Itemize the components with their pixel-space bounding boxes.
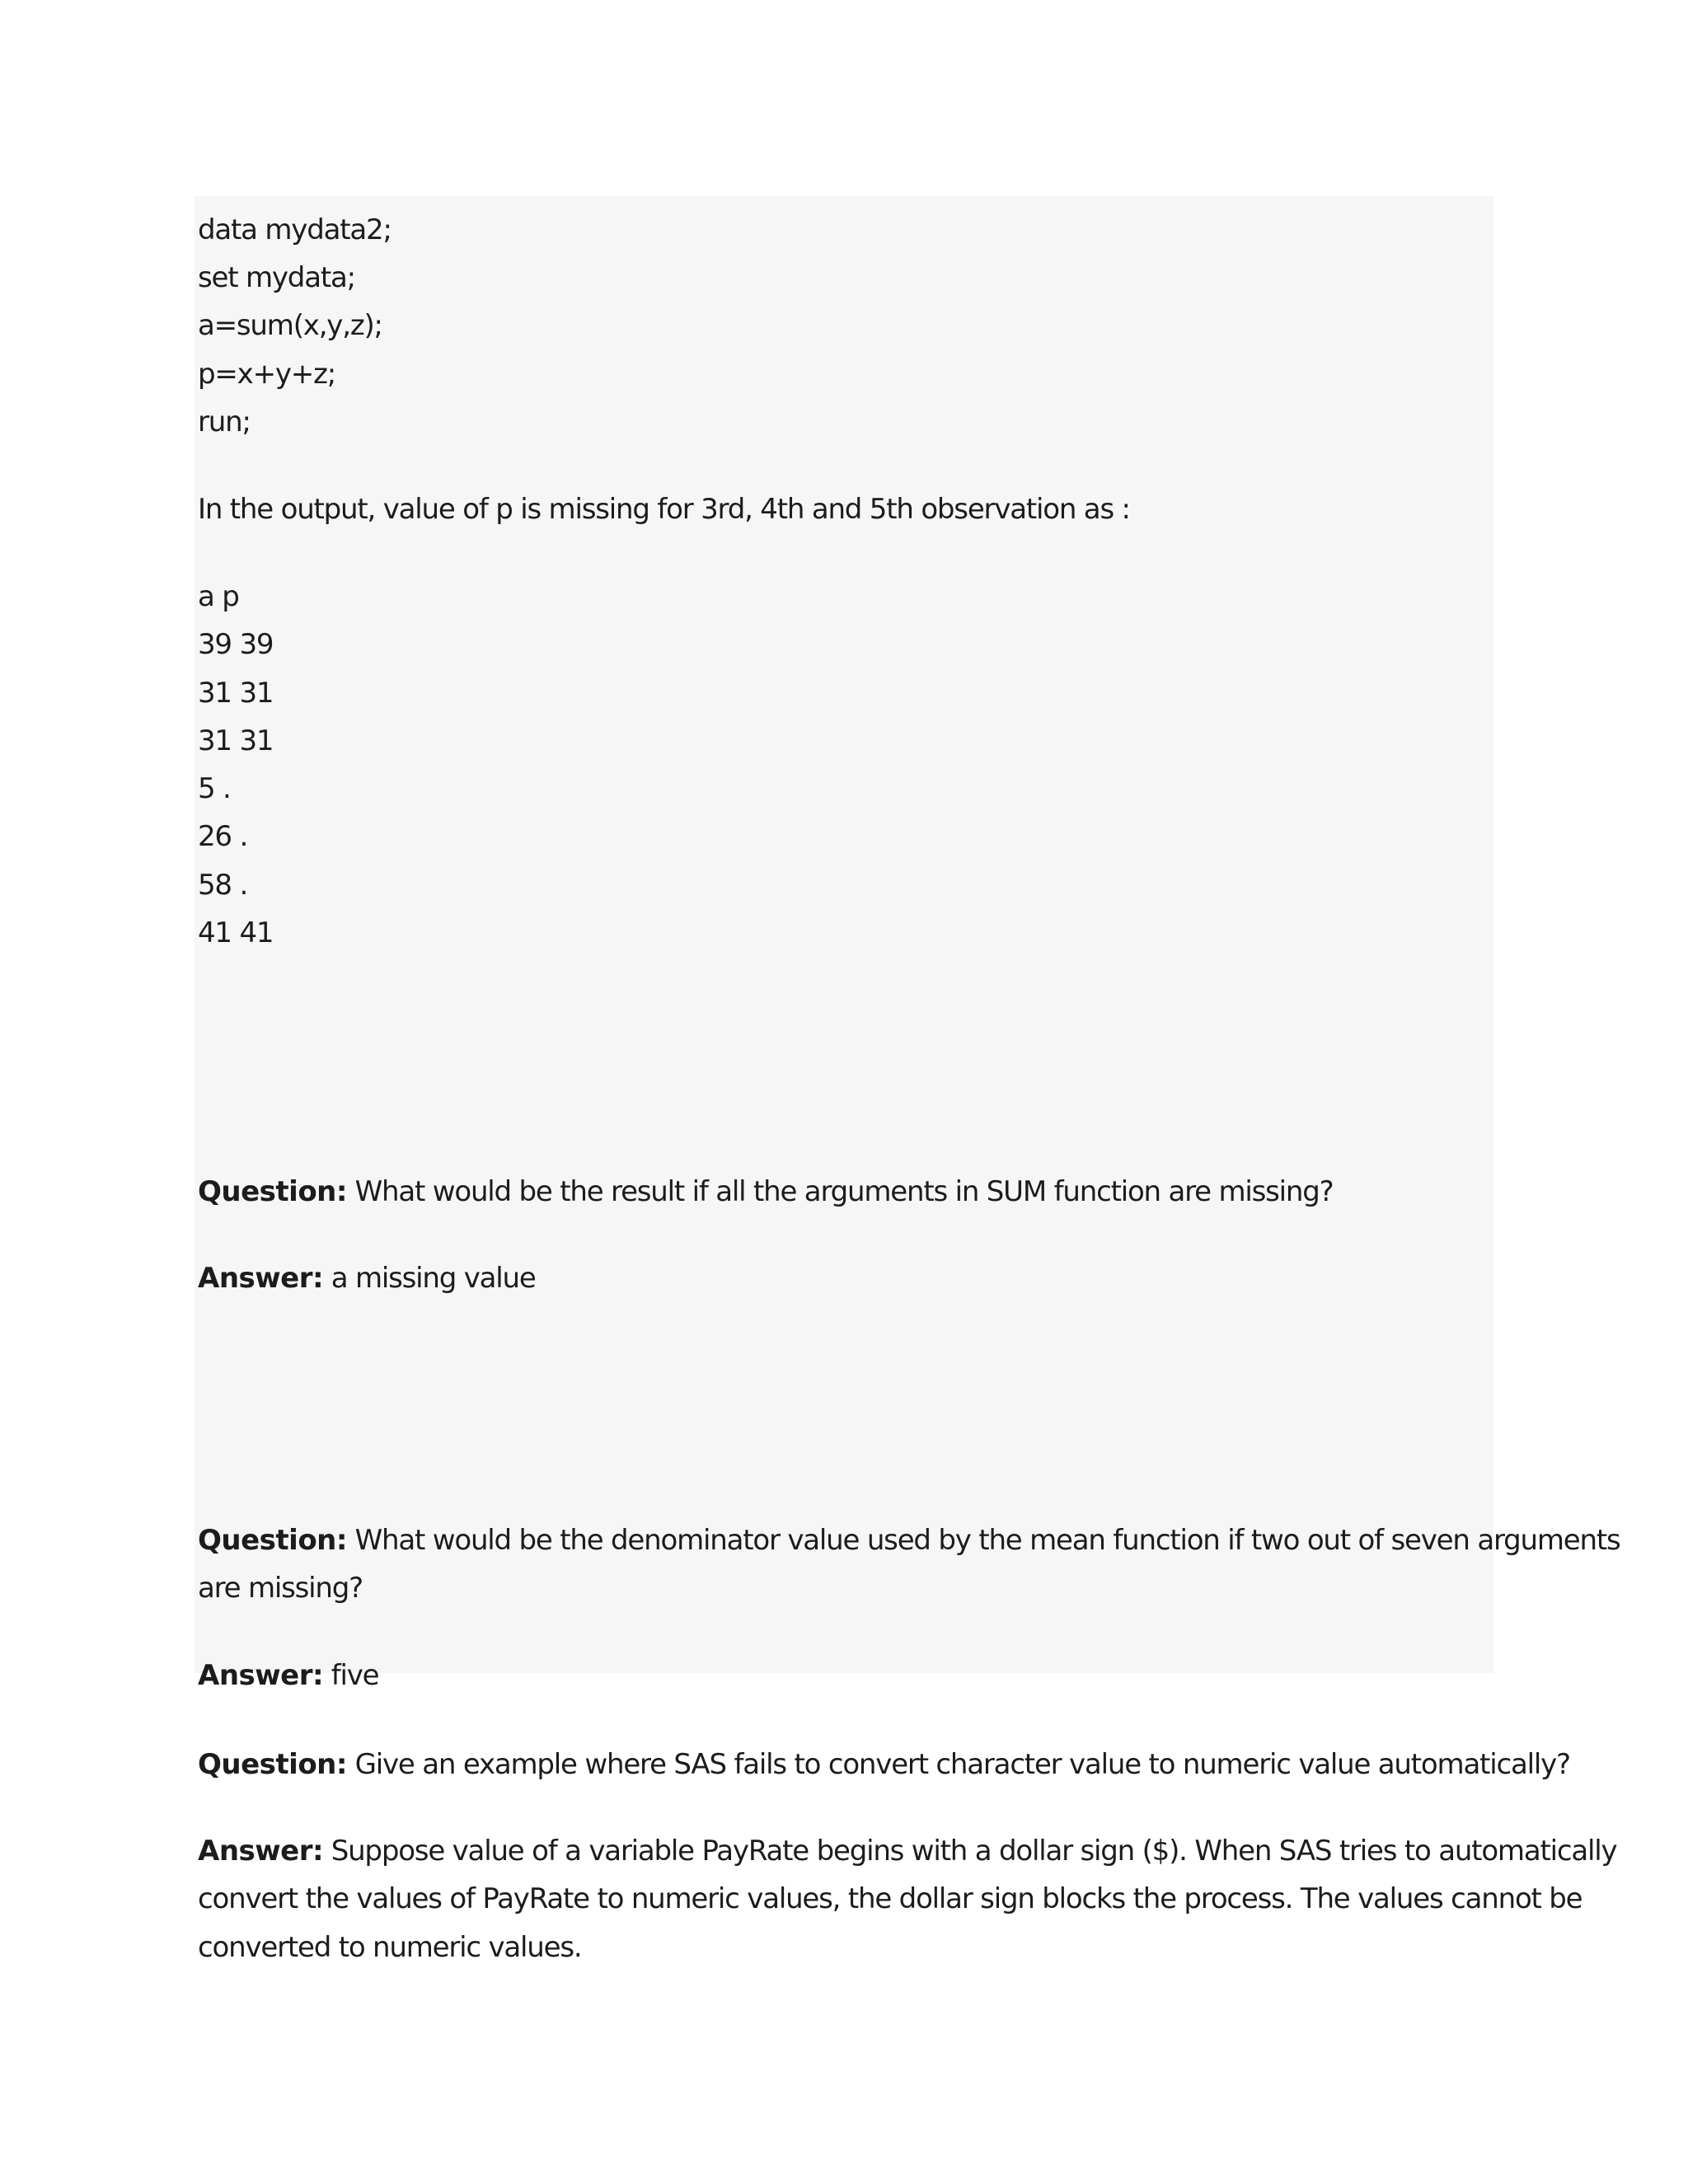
- output-table-row: 58 .: [198, 869, 248, 902]
- code-line: a=sum(x,y,z);: [198, 309, 382, 342]
- answer-1: [198, 1262, 536, 1295]
- output-table-row: 5 .: [198, 772, 231, 805]
- question-text: What would be the denominator value used by the mean function if two out of seven arguments: [354, 1524, 1620, 1557]
- question-2-continued: are missing?: [198, 1572, 363, 1605]
- answer-label: Answer:: [198, 1262, 324, 1295]
- output-table-row: 41 41: [198, 916, 274, 949]
- answer-label: Answer:: [198, 1835, 324, 1868]
- question-3: [198, 1750, 1570, 1779]
- answer-3: [198, 1835, 1617, 1868]
- answer-text: Suppose value of a variable PayRate begins with a dollar sign ($). When SAS tries to automatically: [331, 1835, 1617, 1868]
- output-table-header: a p: [198, 580, 239, 613]
- question-label: Question:: [198, 1748, 347, 1781]
- code-line: run;: [198, 405, 251, 438]
- code-line: data mydata2;: [198, 213, 392, 246]
- answer-text: five: [331, 1659, 379, 1692]
- content-panel: [195, 196, 1493, 1673]
- code-line: set mydata;: [198, 261, 355, 294]
- question-label: Question:: [198, 1175, 347, 1208]
- answer-text: a missing value: [331, 1262, 536, 1295]
- question-text: Give an example where SAS fails to convert character value to numeric value automatically?: [354, 1748, 1570, 1781]
- question-1: [198, 1175, 1334, 1208]
- code-line: p=x+y+z;: [198, 358, 335, 391]
- question-2: [198, 1524, 1620, 1557]
- output-note: In the output, value of p is missing for 3rd, 4th and 5th observation as :: [198, 493, 1130, 526]
- question-text: What would be the result if all the arguments in SUM function are missing?: [354, 1175, 1334, 1208]
- output-table-row: 39 39: [198, 628, 274, 661]
- answer-2: [198, 1661, 378, 1690]
- answer-label: Answer:: [198, 1659, 324, 1692]
- output-table-row: 26 .: [198, 820, 248, 853]
- answer-3-continued: convert the values of PayRate to numeric values, the dollar sign blocks the process. The values cannot be: [198, 1882, 1582, 1915]
- output-table-row: 31 31: [198, 724, 274, 757]
- answer-3-continued: converted to numeric values.: [198, 1931, 582, 1964]
- output-table-row: 31 31: [198, 677, 274, 710]
- question-label: Question:: [198, 1524, 347, 1557]
